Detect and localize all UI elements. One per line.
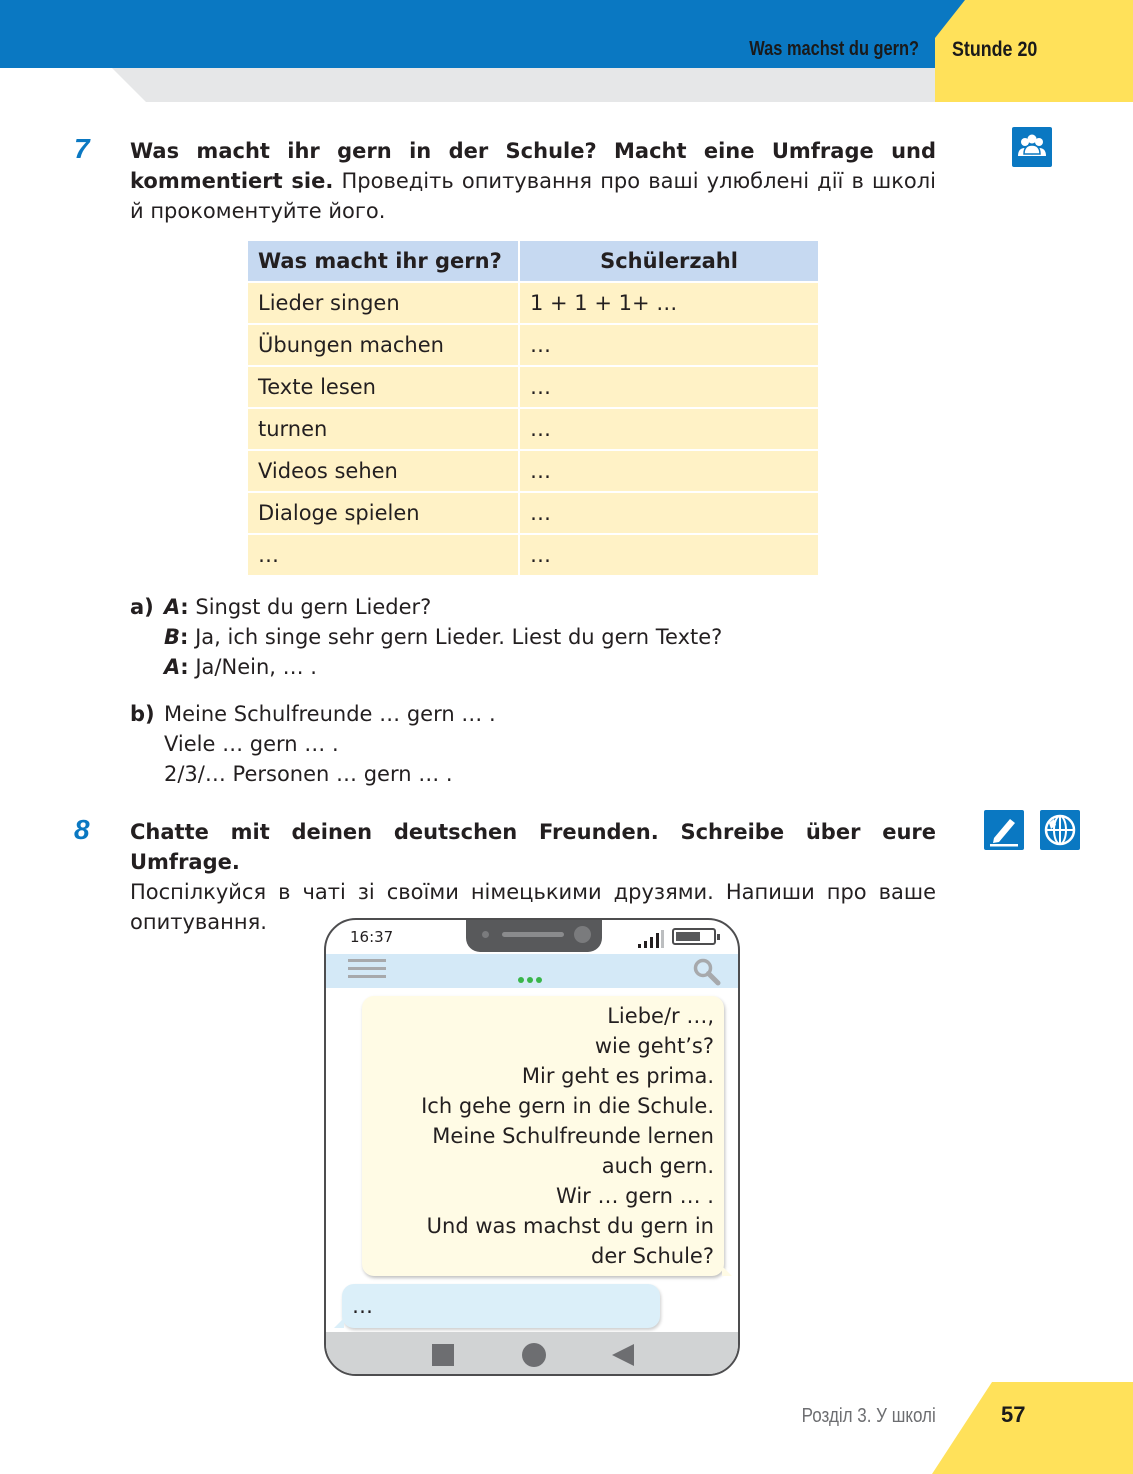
speaker-label: A bbox=[164, 595, 181, 619]
table-cell-activity: Übungen machen bbox=[247, 324, 519, 366]
header-topic: Was machst du gern? bbox=[749, 38, 919, 60]
recent-apps-icon[interactable] bbox=[432, 1344, 454, 1366]
table-cell-count: … bbox=[519, 492, 819, 534]
table-cell-activity: … bbox=[247, 534, 519, 576]
table-cell-count: … bbox=[519, 408, 819, 450]
table-cell-activity: Videos sehen bbox=[247, 450, 519, 492]
phone-nav-bar bbox=[326, 1332, 740, 1376]
dialogue-line: Ja/Nein, … . bbox=[195, 655, 317, 679]
exercise-8-title-uk: Поспілкуйся в чаті зі своїми німецькими друзями. Напиши про ваше опитування. bbox=[130, 880, 936, 934]
table-cell-activity: Lieder singen bbox=[247, 282, 519, 324]
exercise-8-title-de: Chatte mit deinen deutschen Freunden. Schreibe über eure Umfrage. bbox=[130, 820, 936, 874]
header-grey-band bbox=[112, 68, 942, 102]
camera-icon bbox=[574, 926, 591, 943]
phone-mockup bbox=[324, 918, 740, 1376]
phone-notch bbox=[466, 918, 602, 952]
table-cell-count: … bbox=[519, 450, 819, 492]
table-row bbox=[247, 324, 819, 366]
page-number: 57 bbox=[1001, 1402, 1026, 1427]
exercise-8-number: 8 bbox=[74, 814, 90, 845]
sentence-patterns-part-b bbox=[130, 699, 496, 789]
group-work-icon bbox=[1012, 127, 1052, 167]
pattern-line: Viele … gern … . bbox=[164, 732, 339, 756]
table-row bbox=[247, 282, 819, 324]
table-cell-activity: Dialoge spielen bbox=[247, 492, 519, 534]
table-row bbox=[247, 366, 819, 408]
reply-message-bubble[interactable] bbox=[342, 1284, 660, 1328]
pattern-line: Meine Schulfreunde … gern … . bbox=[164, 702, 496, 726]
speaker-grille bbox=[502, 932, 564, 937]
exercise-7-title-uk: Проведіть опитування про ваші улюблені дії в школі й прокоментуйте його. bbox=[130, 169, 936, 223]
table-row bbox=[247, 450, 819, 492]
table-cell-count: 1 + 1 + 1+ … bbox=[519, 282, 819, 324]
chat-app-bar bbox=[326, 954, 740, 988]
back-icon[interactable] bbox=[612, 1344, 634, 1366]
pencil-icon bbox=[984, 810, 1024, 850]
header-lesson: Stunde 20 bbox=[952, 38, 1038, 61]
table-row bbox=[247, 534, 819, 576]
dialogue-part-a: a) A: Singst du gern Lieder? B: Ja, ich singe sehr gern Lieder. Liest du gern Texte? A: Ja/Nein, … . bbox=[130, 592, 722, 682]
table-cell-count: … bbox=[519, 324, 819, 366]
battery-icon bbox=[672, 928, 716, 945]
message-line: Wir … gern … . bbox=[556, 1184, 714, 1208]
exercise-7-instructions bbox=[130, 136, 936, 226]
message-line: wie geht’s? bbox=[594, 1034, 714, 1058]
dialogue-line: Singst du gern Lieder? bbox=[195, 595, 432, 619]
exercise-7-number: 7 bbox=[74, 133, 90, 164]
message-line: Und was machst du gern in bbox=[426, 1214, 714, 1238]
home-icon[interactable] bbox=[522, 1343, 546, 1367]
table-cell-count: … bbox=[519, 366, 819, 408]
survey-table bbox=[246, 239, 820, 577]
table-row bbox=[247, 408, 819, 450]
table-cell-count: … bbox=[519, 534, 819, 576]
speaker-label: B bbox=[164, 625, 181, 649]
part-b-label: b) bbox=[130, 702, 155, 726]
message-line: Ich gehe gern in die Schule. bbox=[421, 1094, 714, 1118]
exercise-7-title-de: Was macht ihr gern in der Schule? Macht eine Umfrage und kommentiert sie. bbox=[130, 139, 936, 193]
table-header-activity: Was macht ihr gern? bbox=[247, 240, 519, 282]
message-line: auch gern. bbox=[601, 1154, 714, 1178]
status-time: 16:37 bbox=[350, 928, 394, 946]
signal-icon bbox=[638, 930, 664, 948]
message-line: Mir geht es prima. bbox=[521, 1064, 714, 1088]
table-header-row bbox=[247, 240, 819, 282]
footer-chapter: Розділ 3. У школі bbox=[801, 1405, 936, 1427]
message-line: Liebe/r …, bbox=[607, 1004, 714, 1028]
more-dots-icon[interactable] bbox=[518, 968, 545, 987]
incoming-message-bubble bbox=[362, 996, 724, 1276]
globe-icon bbox=[1040, 810, 1080, 850]
table-cell-activity: Texte lesen bbox=[247, 366, 519, 408]
pattern-line: 2/3/… Personen … gern … . bbox=[164, 762, 453, 786]
reply-text: … bbox=[352, 1294, 373, 1318]
message-line: Meine Schulfreunde lernen bbox=[432, 1124, 714, 1148]
menu-icon[interactable] bbox=[348, 959, 386, 983]
table-cell-activity: turnen bbox=[247, 408, 519, 450]
dialogue-line: Ja, ich singe sehr gern Lieder. Liest du gern Texte? bbox=[195, 625, 723, 649]
speaker-label: A bbox=[164, 655, 181, 679]
search-icon[interactable] bbox=[692, 957, 722, 987]
footer-page-tab bbox=[932, 1382, 1133, 1474]
sensor-icon bbox=[482, 931, 489, 938]
table-row bbox=[247, 492, 819, 534]
part-a-label: a) bbox=[130, 595, 154, 619]
message-line: der Schule? bbox=[591, 1244, 714, 1268]
table-header-count: Schülerzahl bbox=[519, 240, 819, 282]
